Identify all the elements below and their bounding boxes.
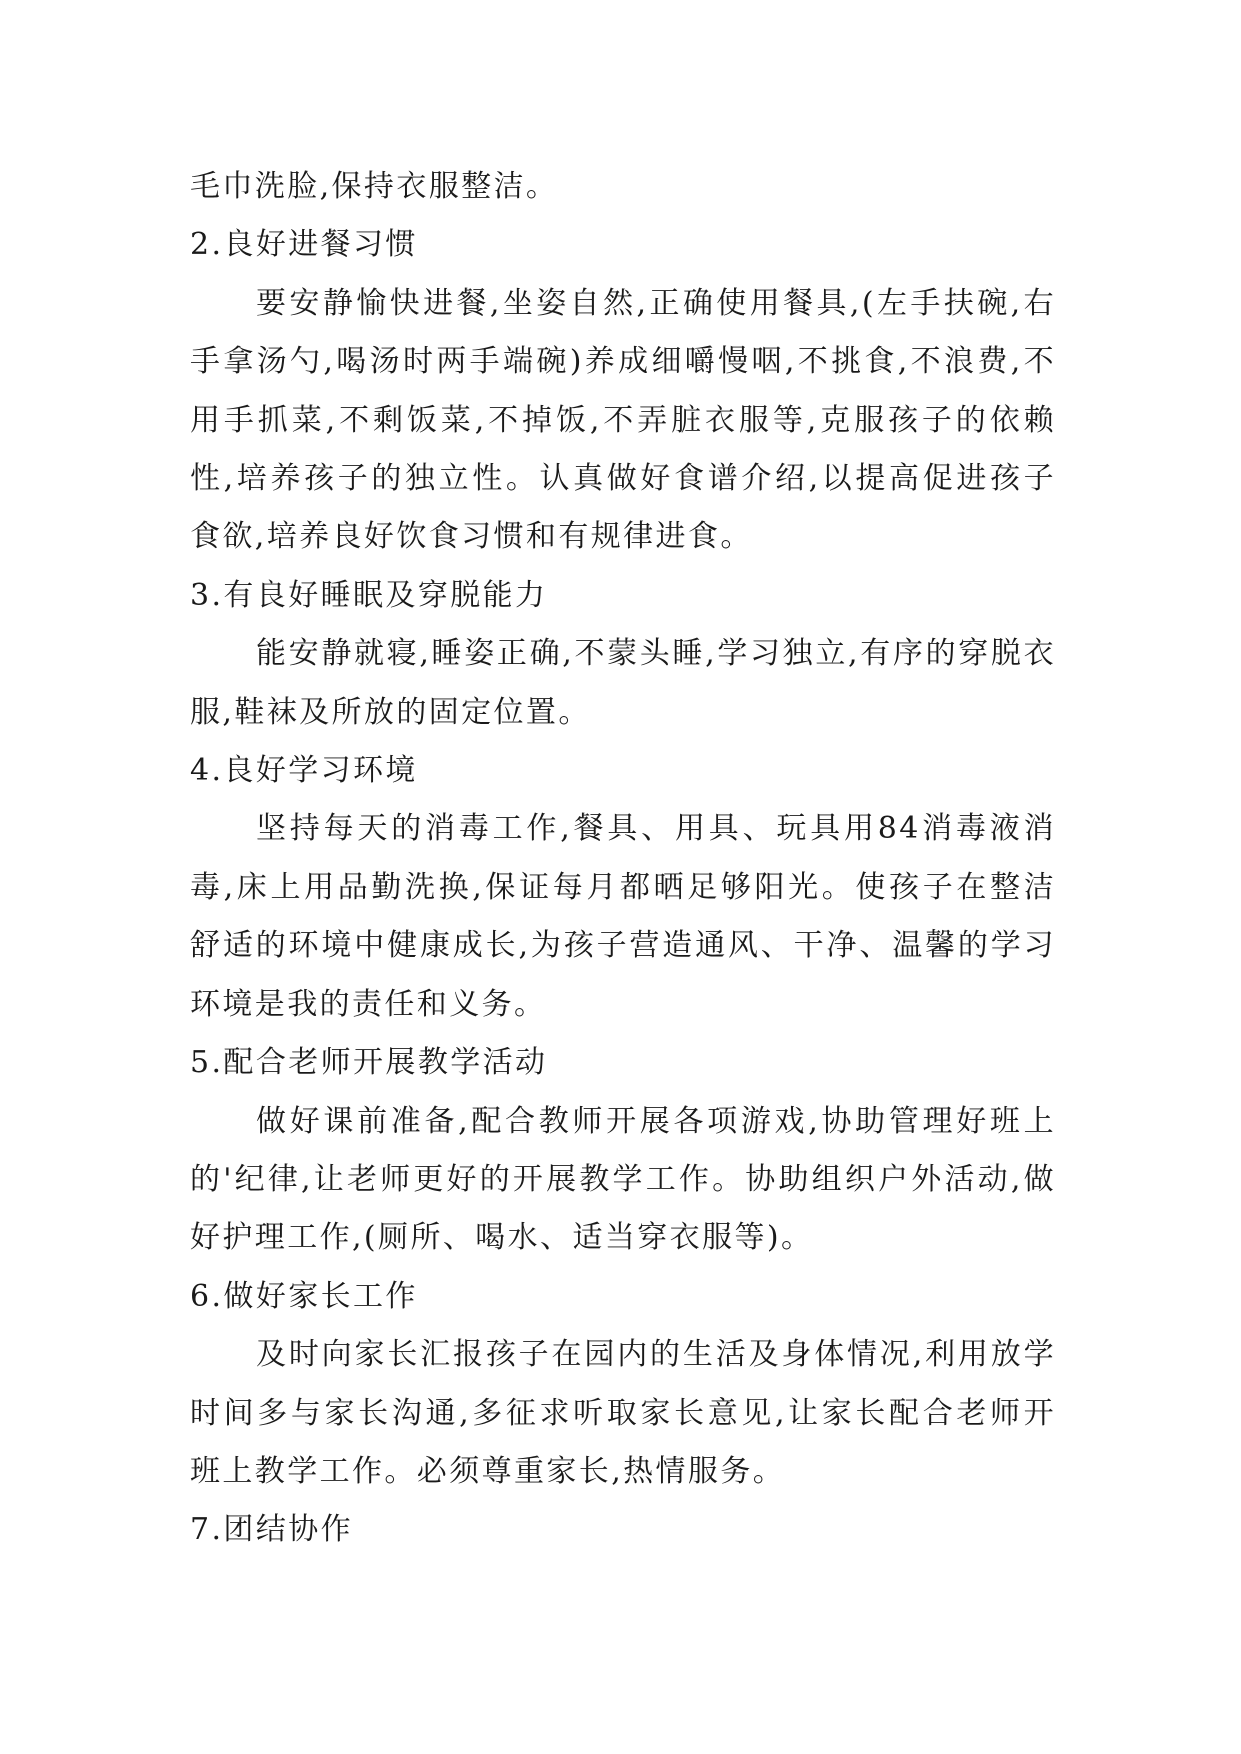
paragraph-continuation: 毛巾洗脸,保持衣服整洁。 — [190, 169, 559, 204]
paragraph-teaching-support: 做好课前准备,配合教师开展各项游戏,协助管理好班上的'纪律,让老师更好的开展教学工作。协助组织户外活动,做好护理工作,(厕所、喝水、适当穿衣服等)。 — [190, 1103, 1056, 1256]
section-heading-learning-environment: 4.良好学习环境 — [190, 753, 418, 789]
paragraph-parent-work: 及时向家长汇报孩子在园内的生活及身体情况,利用放学时间多与家长沟通,多征求听取家长意见,让家长配合老师开班上教学工作。必须尊重家长,热情服务。 — [190, 1337, 1056, 1489]
section-heading-eating-habits: 2.良好进餐习惯 — [190, 227, 418, 263]
document-body — [190, 158, 1056, 1560]
paragraph-sleep: 能安静就寝,睡姿正确,不蒙头睡,学习独立,有序的穿脱衣服,鞋袜及所放的固定位置。 — [190, 636, 1056, 730]
section-heading-parent-work: 6.做好家长工作 — [190, 1278, 418, 1314]
section-heading-teamwork: 7.团结协作 — [190, 1512, 354, 1548]
section-heading-sleep: 3.有良好睡眠及穿脱能力 — [190, 577, 548, 613]
section-heading-teaching-support: 5.配合老师开展教学活动 — [190, 1045, 548, 1081]
paragraph-eating-habits: 要安静愉快进餐,坐姿自然,正确使用餐具,(左手扶碗,右手拿汤勺,喝汤时两手端碗)养成细嚼慢咽,不挑食,不浪费,不用手抓菜,不剩饭菜,不掉饭,不弄脏衣服等,克服孩子的依赖性,培养孩子的独立性。认真做好食谱介绍,以提高促进孩子食欲,培养良好饮食习惯和有规律进食。 — [190, 285, 1056, 555]
paragraph-learning-environment: 坚持每天的消毒工作,餐具、用具、玩具用84消毒液消毒,床上用品勤洗换,保证每月都晒足够阳光。使孩子在整洁舒适的环境中健康成长,为孩子营造通风、干净、温馨的学习环境是我的责任和义务。 — [190, 811, 1056, 1022]
